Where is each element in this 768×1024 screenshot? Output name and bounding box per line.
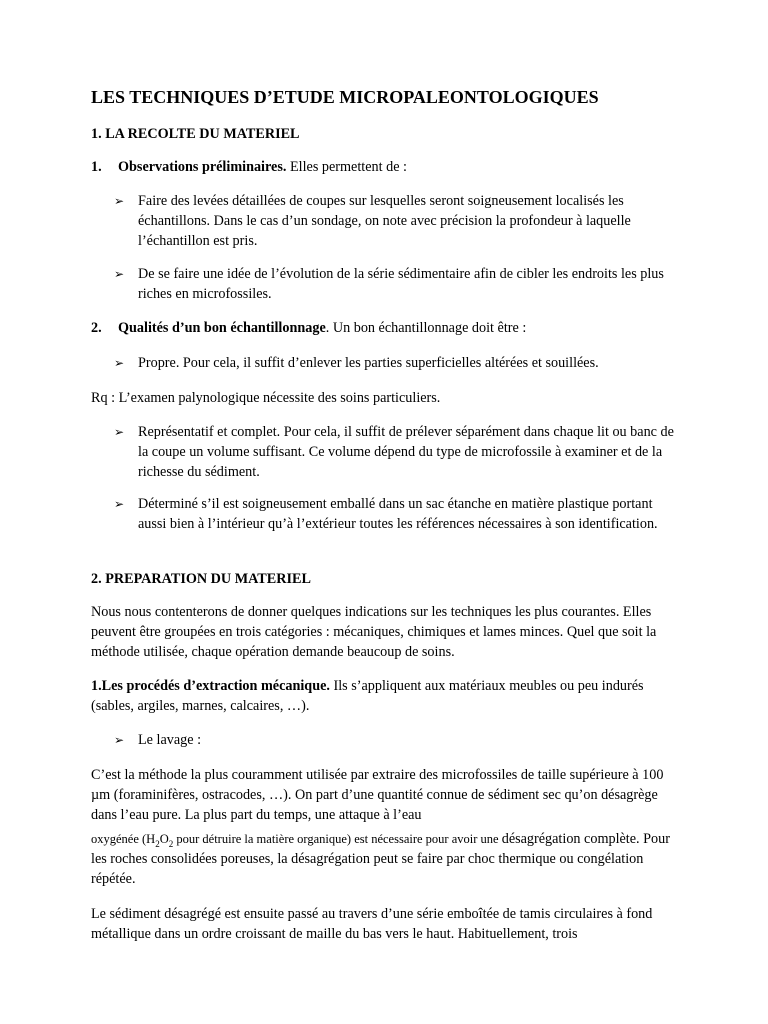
- arrowhead-bullet-icon: ➢: [114, 425, 125, 439]
- item2-text: . Un bon échantillonnage doit être :: [325, 320, 527, 336]
- arrowhead-bullet-icon: ➢: [114, 267, 125, 281]
- bullet1-text: Faire des levées détaillées de coupes sur lesquelles seront soigneusement localisés les échantillons. Dans le cas d’un sondage, on note avec précision la profondeur à laquelle l’échantillon est pris.: [138, 193, 631, 249]
- arrowhead-bullet-icon: ➢: [114, 356, 125, 370]
- arrowhead-bullet-icon: ➢: [114, 733, 125, 747]
- para2-small-a: oxygénée (H: [91, 832, 156, 846]
- item2-bold: Qualités d’un bon échantillonnage: [118, 320, 326, 336]
- section1-heading: 1. LA RECOLTE DU MATERIEL: [91, 126, 300, 142]
- arrowhead-bullet-icon: ➢: [114, 497, 125, 511]
- lavage-paragraph-2: [91, 829, 681, 889]
- lavage-paragraph-1: C’est la méthode la plus couramment utilisée par extraire des microfossiles de taille supérieure à 100 µm (foraminifères, ostracodes, …). On part d’une quantité connue de sédiment sec qu’on désagrège dans l’eau pure. La plus part du temps, une attaque à l’eau: [91, 767, 664, 823]
- para2-small-c: pour détruire la matière organique) est nécessaire pour avoir une: [173, 832, 502, 846]
- item2-line: [91, 318, 681, 338]
- procedes-bold: 1.Les procédés d’extraction mécanique.: [91, 678, 330, 694]
- para2-sub2: 2: [168, 838, 174, 849]
- lavage-label: Le lavage :: [138, 732, 202, 748]
- item1-number: 1.: [91, 159, 102, 175]
- bullet-representatif-text: Représentatif et complet. Pour cela, il suffit de prélever séparément dans chaque lit ou banc de la coupe un volume suffisant. Ce volume dépend du type de microfossile à examiner et de la richesse du sédiment.: [138, 424, 674, 480]
- para2-rest: désagrégation complète. Pour les roches consolidées poreuses, la désagrégation peut se faire par choc thermique ou congélation répétée.: [91, 831, 670, 887]
- arrowhead-bullet-icon: ➢: [114, 194, 125, 208]
- item2-number: 2.: [91, 320, 102, 336]
- bullet-propre-text: Propre. Pour cela, il suffit d’enlever les parties superficielles altérées et souillées.: [138, 355, 599, 371]
- section2-intro: Nous nous contenterons de donner quelques indications sur les techniques les plus courantes. Elles peuvent être groupées en trois catégories : mécaniques, chimiques et lames minces. Quel que soit la méthode utilisée, chaque opération demande beaucoup de soins.: [91, 604, 657, 660]
- bullet2-text: De se faire une idée de l’évolution de la série sédimentaire afin de cibler les endroits les plus riches en microfossiles.: [138, 266, 664, 302]
- section2-heading: 2. PREPARATION DU MATERIEL: [91, 571, 311, 587]
- procedes-text: Ils s’appliquent aux matériaux meubles ou peu indurés (sables, argiles, marnes, calcaires, …).: [91, 678, 644, 714]
- remark-text: Rq : L’examen palynologique nécessite des soins particuliers.: [91, 390, 441, 406]
- para2-sub1: 2: [155, 838, 160, 849]
- para2-small-b: O: [159, 832, 169, 846]
- document-title: LES TECHNIQUES D’ETUDE MICROPALEONTOLOGIQUES: [91, 87, 599, 107]
- procedes-paragraph: [91, 676, 681, 716]
- bullet-determine-text: Déterminé s’il est soigneusement emballé dans un sac étanche en matière plastique portant aussi bien à l’intérieur qu’à l’extérieur toutes les références nécessaires à son identification.: [138, 496, 658, 532]
- item1-text: Elles permettent de :: [286, 159, 407, 175]
- item1-line: [91, 157, 681, 177]
- lavage-paragraph-3: Le sédiment désagrégé est ensuite passé au travers d’une série emboîtée de tamis circulaires à fond métallique dans un ordre croissant de maille du bas vers le haut. Habituellement, trois: [91, 906, 653, 942]
- item1-bold: Observations préliminaires.: [118, 159, 287, 175]
